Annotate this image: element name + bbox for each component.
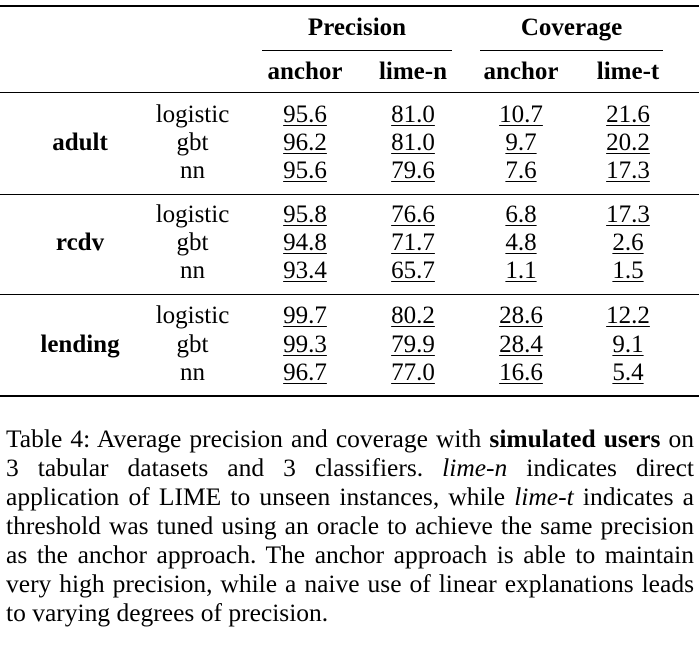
caption-text: on 3 tabular datasets and 3 classifiers.: [6, 424, 694, 482]
model-label: gbt: [176, 331, 209, 358]
caption-bold: simulated users: [489, 424, 661, 453]
table-cell: 6.8: [505, 201, 537, 228]
model-label: nn: [180, 157, 205, 184]
table-cell: 96.2: [283, 129, 327, 156]
model-label: nn: [180, 359, 205, 386]
table-cell: 93.4: [283, 257, 327, 284]
table-cell: 94.8: [283, 229, 327, 256]
table-caption: [6, 424, 694, 627]
column-header-lime-t: lime-t: [596, 58, 660, 85]
table-cell: 95.8: [283, 201, 327, 228]
top-rule: [0, 5, 699, 7]
table-cell: 9.1: [612, 331, 644, 358]
model-label: logistic: [155, 302, 230, 329]
table-cell: 10.7: [499, 101, 543, 128]
model-label: logistic: [155, 201, 230, 228]
table-cell: 79.9: [391, 331, 435, 358]
table-cell: 21.6: [606, 101, 650, 128]
table-cell: 95.6: [283, 157, 327, 184]
table-cell: 28.4: [499, 331, 543, 358]
table-cell: 99.3: [283, 331, 327, 358]
caption-italic-lime-t: lime-t: [514, 482, 574, 511]
table-cell: 1.5: [612, 257, 644, 284]
column-header-anchor-coverage: anchor: [483, 58, 559, 85]
table-cell: 4.8: [505, 229, 537, 256]
table-cell: 9.7: [505, 129, 537, 156]
table-cell: 20.2: [606, 129, 650, 156]
table-cell: 81.0: [391, 129, 435, 156]
table-cell: 95.6: [283, 101, 327, 128]
table-cell: 79.6: [391, 157, 435, 184]
header-midrule: [0, 92, 699, 93]
precision-cmidrule: [262, 50, 452, 51]
dataset-midrule: [0, 194, 699, 195]
caption-text: indicates direct application of LIME to unseen instances, while: [6, 453, 694, 511]
model-label: nn: [180, 257, 205, 284]
table-cell: 5.4: [612, 359, 644, 386]
table-cell: 17.3: [606, 201, 650, 228]
table-cell: 12.2: [606, 302, 650, 329]
table-cell: 28.6: [499, 302, 543, 329]
coverage-cmidrule: [480, 50, 663, 51]
dataset-label-lending: lending: [40, 331, 120, 358]
group-header-precision: Precision: [307, 14, 407, 41]
table-cell: 80.2: [391, 302, 435, 329]
caption-text: indicates a threshold was tuned using an oracle to achieve the same precision as the anchor approach. The anchor approach is able to maintain very high precision, while a naive use of linear explanations leads to varying degrees of precision.: [6, 482, 695, 627]
column-header-anchor-precision: anchor: [267, 58, 343, 85]
table-cell: 99.7: [283, 302, 327, 329]
bottom-rule: [0, 395, 699, 397]
dataset-label-rcdv: rcdv: [55, 229, 105, 256]
table-cell: 77.0: [391, 359, 435, 386]
group-header-coverage: Coverage: [520, 14, 623, 41]
table-cell: 7.6: [505, 157, 537, 184]
model-label: gbt: [176, 129, 209, 156]
model-label: logistic: [155, 101, 230, 128]
table-cell: 2.6: [612, 229, 644, 256]
caption-italic-lime-n: lime-n: [442, 453, 508, 482]
column-header-lime-n: lime-n: [378, 58, 448, 85]
model-label: gbt: [176, 229, 209, 256]
table-cell: 96.7: [283, 359, 327, 386]
table-cell: 16.6: [499, 359, 543, 386]
table-cell: 76.6: [391, 201, 435, 228]
caption-text: Table 4: Average precision and coverage with: [6, 424, 490, 453]
table-cell: 65.7: [391, 257, 435, 284]
table-cell: 71.7: [391, 229, 435, 256]
table-cell: 17.3: [606, 157, 650, 184]
table-cell: 1.1: [505, 257, 537, 284]
dataset-midrule: [0, 294, 699, 295]
dataset-label-adult: adult: [52, 129, 108, 156]
table-cell: 81.0: [391, 101, 435, 128]
